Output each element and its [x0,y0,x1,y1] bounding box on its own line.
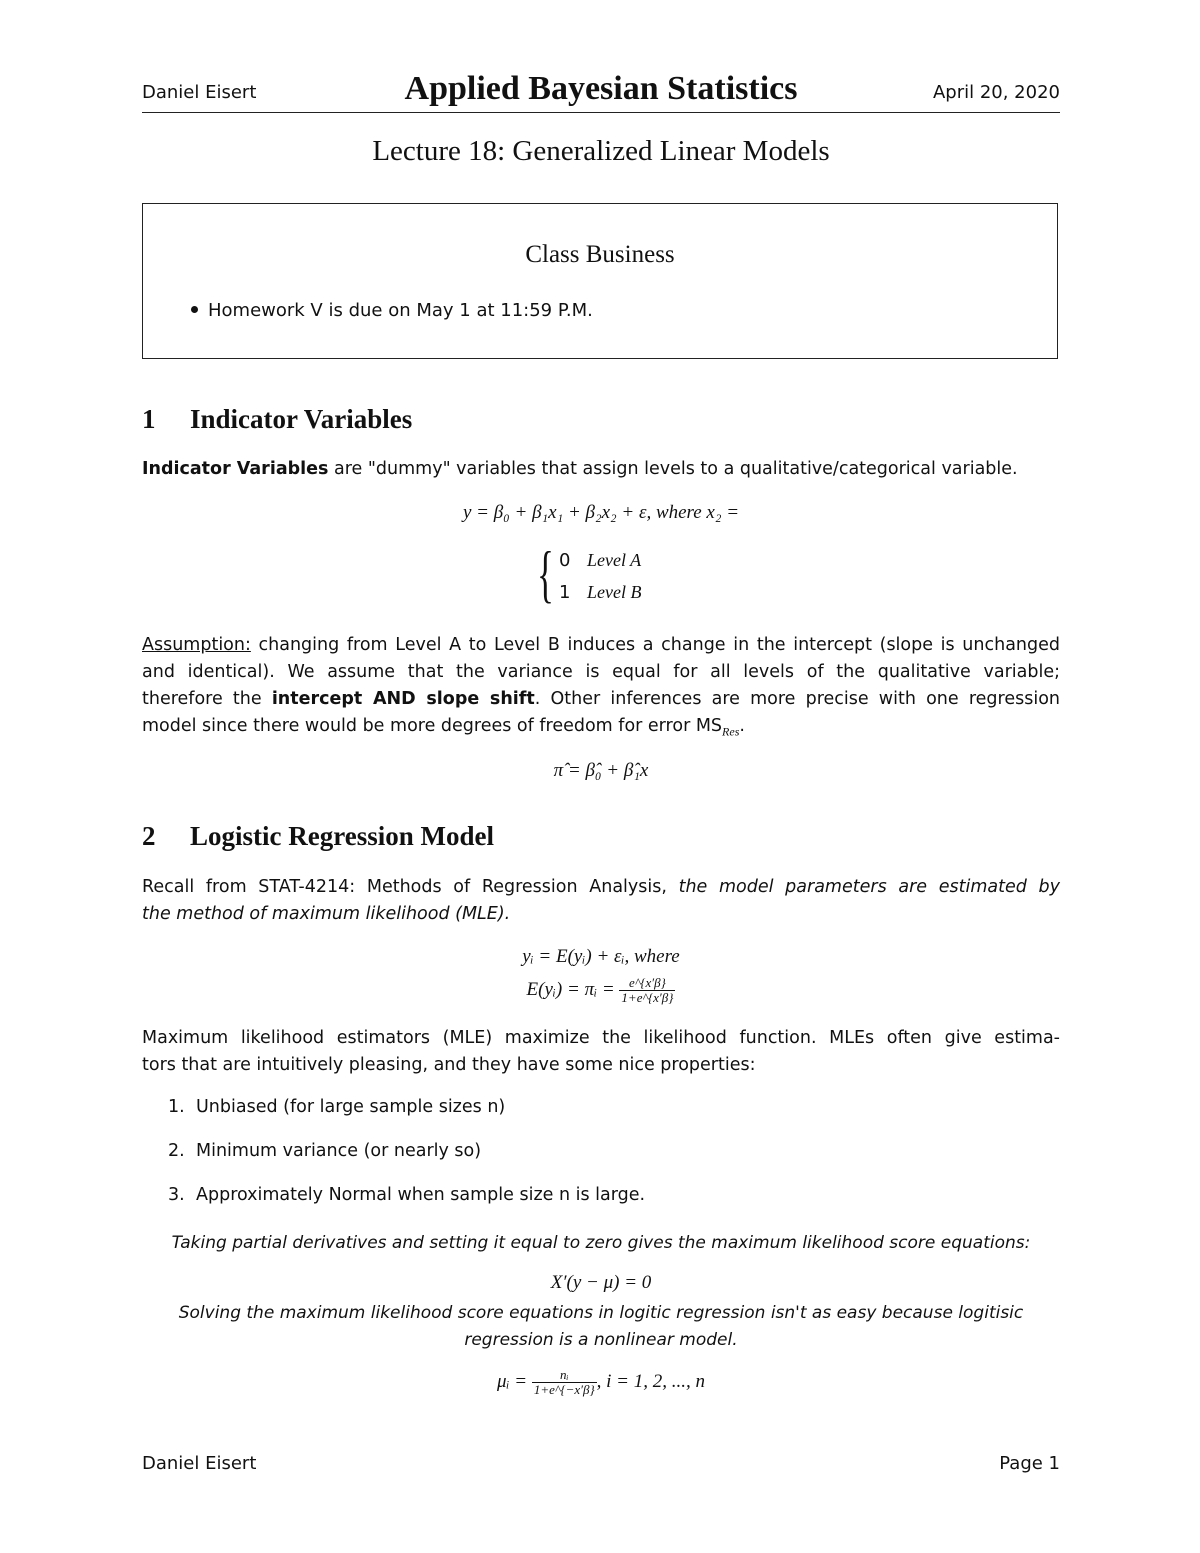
solving-text: Solving the maximum likelihood score equations in logitic regression isn't as easy because logitisic regression is a nonlinear model. [178,1303,1024,1350]
mle-paragraph: Maximum likelihood estimators (MLE) maximize the likelihood function. MLEs often give estima- tors that are intuitively pleasing, and they have some nice properties: [142,1028,1060,1075]
case-row: 1 Level B [559,582,642,603]
case-row: 0 Level A [559,550,642,571]
brace-icon: { [537,538,554,609]
score-equation: X′(y − μ) = 0 [550,1272,652,1293]
course-title: Applied Bayesian Statistics [404,70,798,107]
footer-author: Daniel Eisert [142,1453,257,1474]
class-business-box [142,203,1058,359]
header-author: Daniel Eisert [142,82,257,103]
section-heading: 1 Indicator Variables [142,404,413,434]
cases-block [537,538,677,612]
bullet-icon [191,306,198,313]
recall-paragraph: Recall from STAT-4214: Methods of Regression Analysis, the model parameters are estimated by the method of maximum likelihood (MLE). [142,877,1061,924]
header-date: April 20, 2020 [932,82,1060,103]
partial-derivatives-text: Taking partial derivatives and setting it equal to zero gives the maximum likelihood score equations: [171,1233,1031,1253]
indicator-intro: Indicator Variables are "dummy" variables that assign levels to a qualitative/categorical variable. [142,459,1018,479]
regression-equation: y = β₀ + β₁x₁ + β₂x₂ + ε, where x₂ = [462,502,740,523]
section-heading: 2 Logistic Regression Model [142,821,494,851]
property-item: 1. Unbiased (for large sample sizes n) [168,1097,506,1117]
property-item: 3. Approximately Normal when sample size n is large. [168,1185,646,1205]
assumption-paragraph: Assumption: changing from Level A to Level B induces a change in the intercept (slope is unchanged and identical). We assume that the variance is equal for all levels of the qualitative variable; therefore the intercept AND slope shift. Other inferences are more precise with one regression model since there would be more degrees of freedom for error $MS_{Res}$. [142,635,1060,739]
mu-equation: μᵢ = $\frac{\text{nᵢ}}{1+e\^{}\{-x'\beta\}}$ , i = 1, 2, ..., n [496,1367,706,1397]
page-header [142,70,1060,113]
property-item: 2. Minimum variance (or nearly so) [168,1141,482,1161]
yi-equation: yᵢ = E(yᵢ) + εᵢ, where [522,946,680,967]
page-number: Page 1 [999,1453,1060,1474]
document-page [142,0,1060,1553]
business-item: Homework V is due on May 1 at 11:59 P.M. [191,300,593,321]
lecture-title: Lecture 18: Generalized Linear Models [372,135,830,167]
expectation-equation: E(yᵢ) = πᵢ = $\frac{e\^{}\{x'\beta\}}{1+e\^{}\{x'\beta\}}$ [526,975,674,1005]
class-business-title: Class Business [525,241,675,268]
pi-hat-equation: π̂ = β̂₀ + β̂₁x [553,760,649,781]
